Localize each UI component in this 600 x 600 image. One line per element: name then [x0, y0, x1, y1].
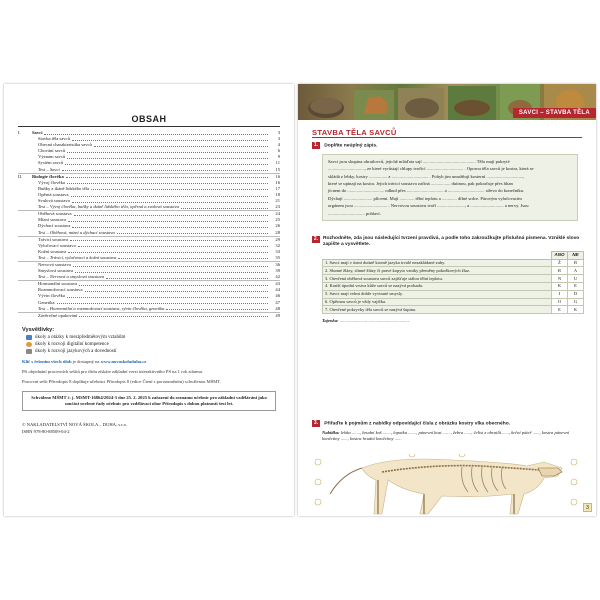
toc-leader-dots: [68, 221, 268, 222]
fill-in-line[interactable]: ................................ pohlaví.: [328, 210, 381, 216]
no-letter-cell[interactable]: D: [568, 290, 584, 298]
toc-entry[interactable]: [18, 313, 280, 319]
toc-leader-dots: [67, 183, 268, 184]
toc-entry-title: Biologie člověka: [32, 173, 64, 179]
interdisciplinary-icon: [26, 335, 32, 340]
fill-in-line[interactable]: Dýchají ......................... plícemi. Mají ............. tělní teplotu a ............. dílné srdce. Párovým vylučovacím: [328, 195, 522, 201]
yes-letter-cell[interactable]: O: [552, 298, 568, 306]
toc-page-number: 32: [275, 242, 280, 248]
statement-cell: 6. Opěrnou savců je vždy vajíčka.: [323, 298, 552, 306]
toc-leader-dots: [85, 291, 268, 292]
toc-entry[interactable]: [18, 306, 280, 313]
fill-in-line[interactable]: Savci jsou skupina obratlovců, jejichž mláďata sají .............................................. Tělo mají pokryté: [328, 158, 510, 164]
offer-label: Nabídka:: [322, 429, 340, 435]
legend-item: [26, 341, 280, 348]
toc-page-number: 36: [275, 261, 280, 267]
toc-leader-dots: [94, 146, 268, 147]
toc-leader-dots: [67, 152, 268, 153]
copyright-line: © NAKLADATELSTVÍ NOVÁ ŠKOLA – DUHA, s.r.o.: [22, 421, 128, 427]
toc-page-number: 28: [275, 229, 280, 235]
statement-cell: 7. Otevřené pokryvky těla savců se nazývá šupina.: [323, 306, 552, 314]
toc-leader-dots: [70, 240, 268, 241]
toc-entry-title: Test – Savci: [38, 166, 60, 172]
key-mid: je dostupný na: [72, 358, 100, 364]
toc-page-number: 3: [277, 136, 280, 142]
toc-entry-title: Vývin člověka: [38, 293, 65, 299]
toc-entry[interactable]: [18, 230, 280, 237]
toc-leader-dots: [72, 140, 268, 141]
toc-entry-title: Chování savců: [38, 148, 66, 154]
toc-page-number: 35: [275, 254, 280, 260]
toc-page-number: 17: [275, 185, 280, 191]
fill-in-text-box[interactable]: [322, 154, 578, 221]
toc-title: OBSAH: [131, 114, 167, 124]
toc-page-number: 6: [277, 148, 280, 154]
column-yes: ANO: [552, 252, 568, 259]
toc-leader-dots: [72, 202, 268, 203]
table-row: [323, 275, 584, 283]
yes-letter-cell[interactable]: I: [552, 290, 568, 298]
toc-leader-dots: [65, 164, 268, 165]
key-prefix: Klíč s řešením všech úloh: [22, 358, 72, 364]
task-number: 2.: [313, 236, 319, 242]
toc-page-number: 39: [275, 268, 280, 274]
toc-leader-dots: [67, 158, 268, 159]
toc-leader-dots: [67, 297, 268, 298]
toc-entry-title: Test – Hormonální a rozmnožovací soustava, vývin člověka, genetika: [38, 305, 165, 311]
table-row: [323, 298, 584, 306]
toc-page-number: 24: [275, 211, 280, 217]
callout-lines: [312, 454, 584, 516]
toc-leader-dots: [44, 134, 268, 135]
toc-entry[interactable]: [18, 167, 280, 174]
toc-leader-dots: [166, 309, 268, 310]
toc-leader-dots: [75, 272, 268, 273]
legend: [22, 326, 280, 355]
no-letter-cell[interactable]: A: [568, 267, 584, 275]
toc-entry[interactable]: [18, 255, 280, 262]
no-letter-cell[interactable]: B: [568, 259, 584, 267]
offer-terms[interactable]: lebka ......., hrudní koš ......., lopatka ......., pánevní kost ......., žebra ......, čelist z obratlů ......, krční páteř ......, kostra pánevní končetiny ......, kostra hrudní končetiny ......: [322, 429, 570, 441]
statement-cell: 5. Savci mají velmi dobře vyvinuté smysly.: [323, 290, 552, 298]
toc-page-number: 11: [275, 160, 280, 166]
toc-leader-dots: [118, 258, 268, 259]
task-instruction: Rozhodněte, zda jsou následující tvrzení pravdivá, a podle toho zakroužkujte příslušná písmena. Vzniklé slovo zapište a vysvětlete.: [323, 236, 580, 248]
table-row: [323, 290, 584, 298]
yes-letter-cell[interactable]: E: [552, 306, 568, 314]
toc-leader-dots: [57, 303, 268, 304]
task-instruction: Doplňte neúplný zápis.: [324, 143, 378, 149]
page-number: 3: [583, 503, 592, 512]
fill-in-line[interactable]: které se upínají na kostra. Jejich trávicí soustava začíná ................. dutinou, pak pokračuje přes hltan: [328, 181, 513, 187]
true-false-table: [322, 251, 584, 314]
copyright: [22, 421, 276, 435]
toc-entry-title: Hormonální soustava: [38, 281, 78, 287]
title-divider: [312, 137, 582, 138]
toc-page-number: 16: [275, 179, 280, 185]
yes-letter-cell[interactable]: R: [552, 267, 568, 275]
toc-page-number: 26: [275, 223, 280, 229]
toc-page-number: 43: [275, 281, 280, 287]
column-no: NE: [568, 252, 584, 259]
isbn-line: ISBN 978-80-88509-04-2: [22, 428, 70, 434]
toc-leader-dots: [73, 266, 268, 267]
statement-cell: 2. Slunné žlázy, slinné žlázy či pravé kopyto vzniky přeměny pokožkových žlaz.: [323, 267, 552, 275]
toc-leader-dots: [78, 246, 268, 247]
toc-section-number: I.: [18, 130, 21, 135]
no-letter-cell[interactable]: K: [568, 306, 584, 314]
toc-entry-title: Opěrná soustava: [38, 191, 69, 197]
toc-page-number: 3: [277, 130, 280, 135]
toc-entry-title: Systém savců: [38, 160, 64, 166]
toc-leader-dots: [181, 208, 268, 209]
toc-entry-title: Vývoj člověka: [38, 179, 65, 185]
task-1: [312, 142, 584, 221]
toc-entry-title: Dýchací soustava: [38, 223, 71, 229]
task-3: [312, 420, 584, 442]
toc-entry-title: Test – Nervová a smyslová soustava: [38, 274, 105, 280]
toc-entry-title: Mízní soustava: [38, 217, 66, 223]
toc-entry-title: Smyslová soustava: [38, 268, 74, 274]
toc-entry-title: Genetika: [38, 299, 55, 305]
toc-page-number: 44: [275, 287, 280, 293]
supplement-note: Pracovní sešit Přírodopis 8 doplňuje učebnici Přírodopis 8 (edice Čtení s porozuměním) schválenou MŠMT.: [22, 378, 221, 384]
website-link[interactable]: www.novaskoladuha.cz: [100, 358, 147, 364]
task-instruction: Přiřaďte k pojmům z nabídky odpovídající čísla z obrázku kostry vlka obecného.: [324, 421, 511, 427]
toc-entry-title: Kožní soustava: [38, 248, 67, 254]
approval-box: Schváleno MŠMT č. j. MSMT-16864/2024-3 dne 25. 2. 2025 k zařazení do seznamu učebnic pro základní vzdělávání jako součást ucelené řady učebnic pro vzdělávací obor Přírodopis s dobou platnosti šest let.: [22, 391, 276, 411]
animal-photo-banner: [298, 84, 596, 120]
toc-entry-title: Savci: [32, 130, 43, 135]
table-row: [323, 267, 584, 275]
toc-leader-dots: [72, 227, 268, 228]
digital-competence-icon: [26, 342, 32, 347]
toc-entry-title: Obecná charakteristika savců: [38, 142, 92, 148]
toc-leader-dots: [68, 252, 268, 253]
toc-page-number: 46: [275, 293, 280, 299]
toc-entry-title: Test – Vývoj člověka, buňky a tkáně lidského těla, opěrná a svalová soustava: [38, 204, 179, 210]
legend-item: [26, 334, 280, 341]
fill-in-line[interactable]: skládá z lebky, kostry ................ a ................................ . Pohyb jim umožňují kosterní ................................,: [328, 173, 525, 179]
table-row: [323, 283, 584, 291]
task-number: 1.: [313, 142, 319, 148]
no-letter-cell[interactable]: G: [568, 298, 584, 306]
no-letter-cell[interactable]: U: [568, 275, 584, 283]
language-skills-icon: [26, 349, 32, 354]
toc-leader-dots: [74, 215, 268, 216]
secret-word-input[interactable]: .................... ........................................: [339, 318, 410, 324]
toc-page-number: 25: [275, 217, 280, 223]
table-row: [323, 306, 584, 314]
page-title: STAVBA TĚLA SAVCŮ: [312, 128, 397, 137]
secret-word-label: Tajenka:: [322, 318, 339, 324]
toc-entry-title: Trávicí soustava: [38, 236, 69, 242]
toc-page-number: 23: [275, 204, 280, 210]
toc-page-number: 47: [275, 299, 280, 305]
toc-page-number: 42: [275, 274, 280, 280]
toc-leader-dots: [106, 278, 268, 279]
table-of-contents: [18, 130, 280, 319]
yes-letter-cell[interactable]: N: [552, 275, 568, 283]
toc-entry-title: Svalová soustava: [38, 198, 70, 204]
order-note: Při objednání pracovních sešitů pro třídu získáte základní verzi interaktivního PS na 1 rok zdarma.: [22, 368, 204, 374]
toc-page-number: 29: [275, 236, 280, 242]
toc-page-number: 9: [277, 154, 280, 160]
legend-item-label: úkoly k rozvoji jazykových a dovedností: [35, 348, 117, 354]
toc-page-number: 16: [275, 173, 280, 179]
toc-leader-dots: [79, 316, 268, 317]
yes-letter-cell[interactable]: Ž: [552, 259, 568, 267]
chapter-label: SAVCI – STAVBA TĚLA: [513, 108, 596, 118]
fill-in-line[interactable]: jícnem do ................................ odkud přes ................................ a ................................ střevo do konečníku.: [328, 188, 525, 194]
toc-entry-title: Nervová soustava: [38, 261, 71, 267]
toc-page-number: 49: [275, 312, 280, 318]
statement-cell: 4. Kratší úpodní vrstva kůže savců se nazývá podsada.: [323, 283, 552, 291]
toc-page-number: 4: [277, 142, 280, 148]
statement-cell: 3. Otevřená oběhová soustava savců zajišťuje stálou tělní teplotu.: [323, 275, 552, 283]
toc-leader-dots: [79, 285, 268, 286]
toc-entry[interactable]: [18, 204, 280, 211]
task-2: [312, 236, 584, 324]
fill-in-line[interactable]: orgánem jsou ............................. . Nervovou soustavu tvoří ........................, a ............................. a nervy. Jsou: [328, 203, 529, 209]
toc-leader-dots: [91, 189, 268, 190]
toc-entry-title: Buňky a tkáně lidského těla: [38, 185, 90, 191]
table-row: [323, 259, 584, 267]
toc-entry-title: Závěrečné opakování: [38, 312, 78, 318]
legend-item: [26, 348, 280, 355]
task-number: 3.: [313, 420, 319, 426]
legend-item-label: úkoly k rozvoji digitální kompetence: [35, 341, 109, 347]
toc-page-number: 48: [275, 305, 280, 311]
toc-entry-title: Vylučovací soustava: [38, 242, 76, 248]
toc-leader-dots: [71, 196, 269, 197]
right-page: [298, 84, 596, 516]
statement-cell: 1. Savci mají v ústní dutině kromě jazyka trvalé nezakládané zuby.: [323, 259, 552, 267]
fill-in-line[interactable]: ................................, ze které vyrůstají chlupy tvořící ................................ . Oporou těla savců je kostra, která se: [328, 166, 534, 172]
secret-word-row: [322, 318, 584, 324]
toc-entry-title: Test – Trávicí, vylučovací a kožní soustava: [38, 254, 117, 260]
term-offer: [322, 430, 584, 442]
left-page: [4, 84, 294, 516]
toc-entry-title: Stavba těla savců: [38, 136, 70, 142]
toc-leader-dots: [66, 177, 268, 178]
toc-page-number: 21: [275, 198, 280, 204]
toc-page-number: 18: [275, 191, 280, 197]
toc-section-number: II.: [18, 173, 23, 179]
toc-leader-dots: [62, 170, 268, 171]
wolf-skeleton-figure: [312, 454, 584, 516]
toc-divider: [18, 126, 280, 127]
toc-entry-title: Test – Oběhová, mízní a dýchací soustava: [38, 229, 115, 235]
toc-entry[interactable]: [18, 274, 280, 281]
toc-leader-dots: [117, 233, 268, 234]
solution-key-note: [22, 359, 280, 365]
yes-letter-cell[interactable]: K: [552, 283, 568, 291]
no-letter-cell[interactable]: E: [568, 283, 584, 291]
legend-item-label: úkoly a otázky k mezipředmětovým vztahům: [35, 334, 126, 340]
legend-title: Vysvětlivky:: [22, 326, 55, 333]
toc-page-number: 15: [275, 166, 280, 172]
toc-entry-title: Rozmnožovací soustava: [38, 287, 83, 293]
toc-page-number: 33: [275, 248, 280, 254]
toc-entry-title: Oběhová soustava: [38, 211, 72, 217]
toc-entry-title: Význam savců: [38, 154, 66, 160]
